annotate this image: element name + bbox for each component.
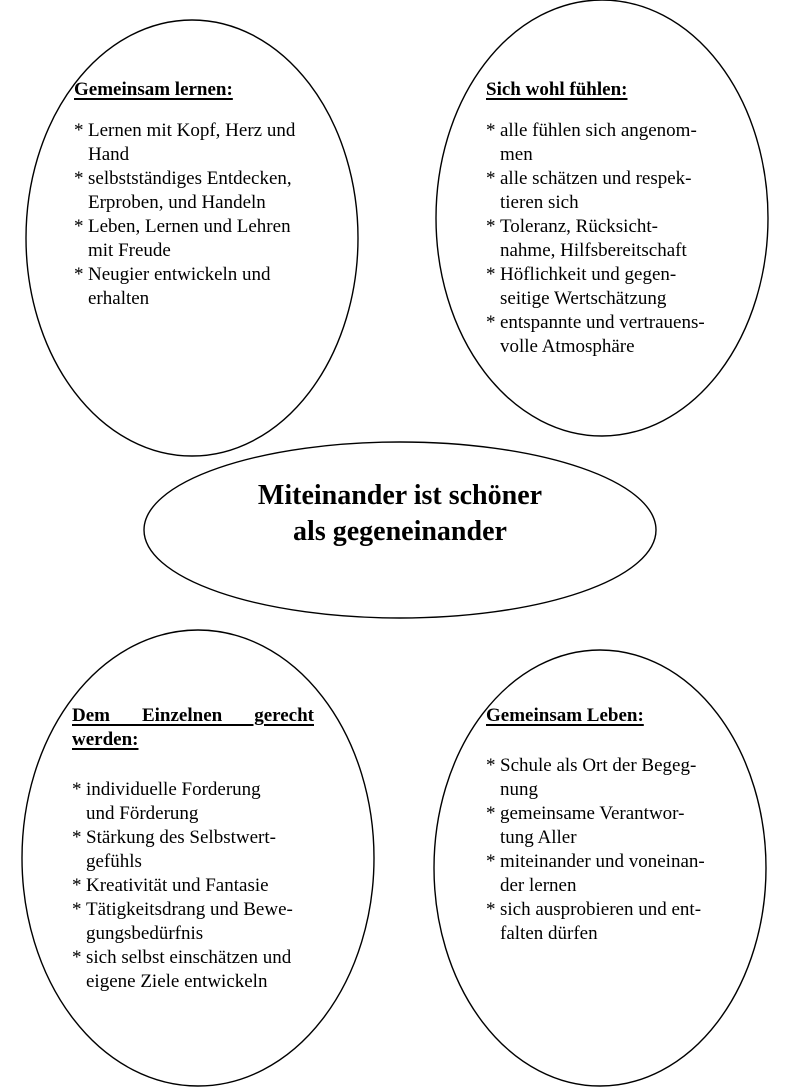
list-item: * gemeinsame Verantwor- tung Aller	[486, 803, 685, 848]
list-item: * Toleranz, Rücksicht- nahme, Hilfsbereitschaft	[486, 216, 687, 261]
list-item: * Tätigkeitsdrang und Bewe- gungsbedürfnis	[72, 899, 293, 944]
bullet-star: *	[72, 947, 82, 968]
bullet-star: *	[486, 755, 496, 776]
bullet-star: *	[74, 168, 84, 189]
list-item: * selbstständiges Entdecken, Erproben, und Handeln	[74, 168, 292, 213]
list-item: * miteinander und voneinan- der lernen	[486, 851, 705, 896]
bullet-star: *	[74, 264, 84, 285]
bullet-star: *	[486, 168, 496, 189]
bullet-star: *	[72, 899, 82, 920]
list-item: * Höflichkeit und gegen- seitige Wertschätzung	[486, 264, 677, 309]
block-gemeinsam-leben	[486, 704, 732, 946]
list-item: * alle schätzen und respek- tieren sich	[486, 168, 692, 213]
list-gemeinsam-lernen	[74, 119, 336, 311]
list-item: * Leben, Lernen und Lehren mit Freude	[74, 216, 291, 261]
heading-line-1: Dem Einzelnen gerecht	[72, 705, 314, 726]
list-item: * Kreativität und Fantasie	[72, 875, 269, 896]
list-sich-wohl-fuehlen	[486, 119, 736, 359]
block-dem-einzelnen-gerecht-werden	[72, 704, 314, 994]
block-gemeinsam-lernen	[74, 78, 336, 311]
list-item: * sich selbst einschätzen und eigene Ziele entwickeln	[72, 947, 292, 992]
bullet-star: *	[72, 875, 82, 896]
bullet-star: *	[72, 827, 82, 848]
list-gemeinsam-leben	[486, 754, 732, 946]
heading-sich-wohl-fuehlen: Sich wohl fühlen:	[486, 79, 628, 100]
heading-gemeinsam-leben: Gemeinsam Leben:	[486, 705, 644, 726]
bullet-star: *	[486, 120, 496, 141]
bullet-star: *	[486, 851, 496, 872]
bullet-star: *	[486, 899, 496, 920]
bullet-star: *	[486, 803, 496, 824]
heading-line-2: werden:	[72, 729, 139, 750]
list-item: * alle fühlen sich angenom- men	[486, 120, 697, 165]
heading-gemeinsam-lernen: Gemeinsam lernen:	[74, 79, 233, 100]
bullet-star: *	[74, 216, 84, 237]
bullet-star: *	[486, 264, 496, 285]
list-item: * sich ausprobieren und ent- falten dürfen	[486, 899, 702, 944]
bullet-star: *	[74, 120, 84, 141]
list-item: * Stärkung des Selbstwert- gefühls	[72, 827, 276, 872]
block-sich-wohl-fuehlen	[486, 78, 736, 359]
list-dem-einzelnen-gerecht-werden	[72, 778, 314, 994]
list-item: * individuelle Forderung und Förderung	[72, 779, 261, 824]
bullet-star: *	[486, 312, 496, 333]
center-title: Miteinander ist schöner als gegeneinander	[257, 480, 543, 547]
bullet-star: *	[72, 779, 82, 800]
list-item: * Lernen mit Kopf, Herz und Hand	[74, 120, 296, 165]
list-item: * Neugier entwickeln und erhalten	[74, 264, 271, 309]
heading-dem-einzelnen-gerecht-werden	[72, 704, 314, 752]
list-item: * Schule als Ort der Begeg- nung	[486, 755, 697, 800]
list-item: * entspannte und vertrauens- volle Atmosphäre	[486, 312, 705, 357]
bullet-star: *	[486, 216, 496, 237]
